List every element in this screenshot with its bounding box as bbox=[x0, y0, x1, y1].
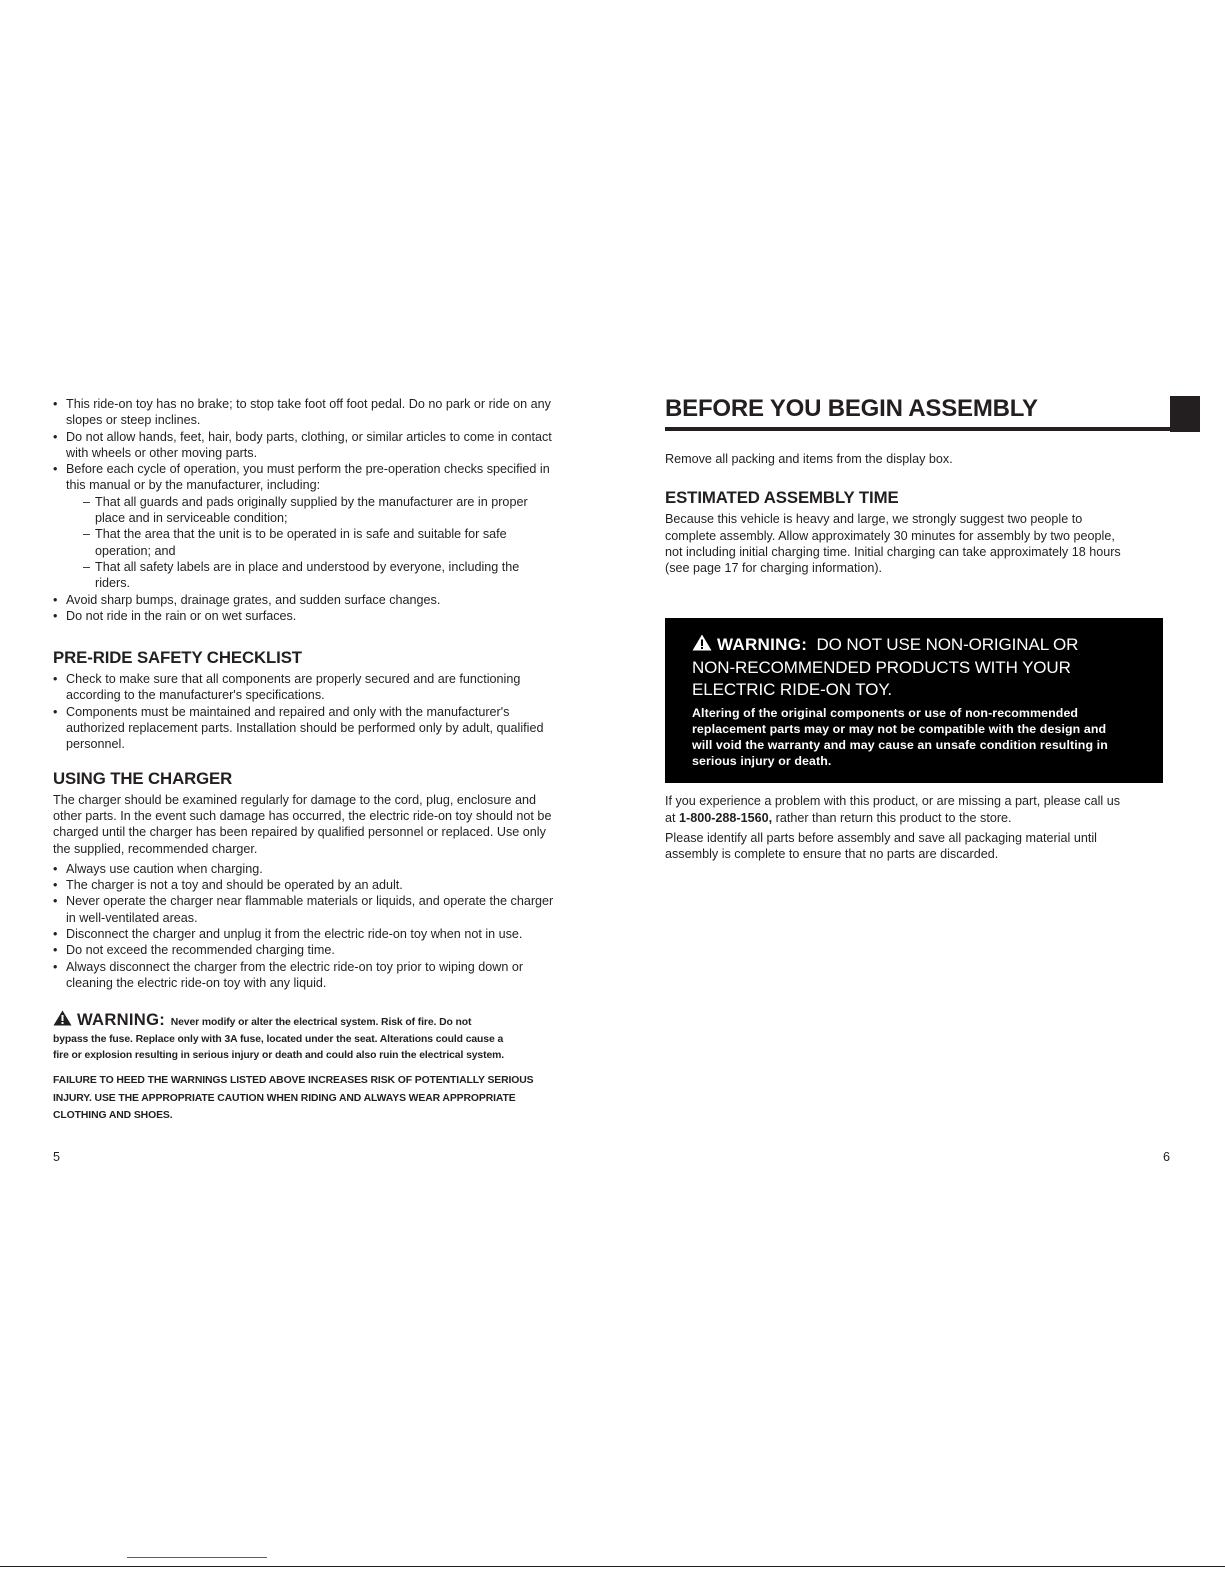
list-item: • Do not exceed the recommended charging time. bbox=[53, 942, 556, 958]
charger-intro: The charger should be examined regularly for damage to the cord, plug, enclosure and other parts. In the event such damage has occurred, the electric ride-on toy should not be charged until the charger has been repaired by qualified personnel or replaced. Use only the supplied, recommended charger. bbox=[53, 792, 552, 856]
list-item-text: Before each cycle of operation, you must perform the pre-operation checks specified in this manual or by the manufacturer, including: bbox=[66, 462, 550, 493]
warning-box-line: ELECTRIC RIDE-ON TOY. bbox=[692, 680, 893, 700]
page-title: BEFORE YOU BEGIN ASSEMBLY bbox=[665, 395, 1038, 422]
sub-list-item: – That all safety labels are in place and understood by everyone, including the riders. bbox=[66, 559, 556, 592]
list-item: • Disconnect the charger and unplug it from the electric ride-on toy when not in use. bbox=[53, 926, 556, 942]
contact-text bbox=[665, 793, 1169, 826]
warning-box-head-text: DO NOT USE NON-ORIGINAL OR bbox=[816, 635, 1079, 655]
warning-text: Never modify or alter the electrical system. Risk of fire. Do not bbox=[170, 1017, 472, 1029]
text-fragment: at bbox=[665, 810, 680, 825]
warning-box-body-line: serious injury or death. bbox=[692, 754, 832, 769]
list-item: • Components must be maintained and repaired and only with the manufacturer's authorized replacement parts. Installation should be performed only by adult, qualified personnel. bbox=[53, 704, 556, 753]
warning-box-label: WARNING: bbox=[717, 635, 808, 655]
text-line: not including initial charging time. Initial charging can take approximately 18 hours bbox=[665, 544, 1121, 559]
warning-triangle-icon bbox=[53, 1010, 72, 1026]
warning-box-heading bbox=[692, 634, 1133, 702]
products-warning-box bbox=[665, 618, 1163, 783]
warning-triangle-icon bbox=[692, 634, 712, 651]
list-item: • Always disconnect the charger from the electric ride-on toy prior to wiping down or cleaning the electric ride-on toy with any liquid. bbox=[53, 959, 556, 992]
list-item: • Do not ride in the rain or on wet surfaces. bbox=[53, 608, 556, 624]
warning-box-body-line: replacement parts may or may not be compatible with the design and bbox=[692, 722, 1107, 737]
warning-box-line bbox=[692, 635, 1078, 654]
section-tab-marker bbox=[1170, 396, 1200, 432]
intro-text: Remove all packing and items from the display box. bbox=[665, 452, 953, 466]
identify-parts-text bbox=[665, 830, 1169, 863]
failure-line: CLOTHING AND SHOES. bbox=[53, 1110, 173, 1122]
pre-operation-checks-list bbox=[66, 494, 556, 592]
text-line: Because this vehicle is heavy and large, we strongly suggest two people to bbox=[665, 512, 1083, 527]
warning-line bbox=[53, 1010, 556, 1032]
checklist-list bbox=[53, 671, 556, 752]
failure-notice bbox=[53, 1072, 556, 1125]
link-underline bbox=[127, 1557, 267, 1558]
page-number-right: 6 bbox=[1163, 1150, 1171, 1164]
text-line: (see page 17 for charging information). bbox=[665, 561, 883, 576]
warning-line: bypass the fuse. Replace only with 3A fuse, located under the seat. Alterations could cause a bbox=[53, 1033, 504, 1045]
warning-box-line: NON-RECOMMENDED PRODUCTS WITH YOUR bbox=[692, 657, 1071, 677]
bottom-rule bbox=[0, 1566, 1225, 1567]
safety-bullets bbox=[53, 396, 556, 624]
text-line: If you experience a problem with this product, or are missing a part, please call us bbox=[665, 794, 1120, 809]
failure-line: INJURY. USE THE APPROPRIATE CAUTION WHEN RIDING AND ALWAYS WEAR APPROPRIATE bbox=[53, 1092, 516, 1104]
list-item: • Never operate the charger near flammable materials or liquids, and operate the charger in well-ventilated areas. bbox=[53, 893, 556, 926]
list-item: • Check to make sure that all components are properly secured and are functioning according to the manufacturer's specifications. bbox=[53, 671, 556, 704]
electrical-warning bbox=[53, 1010, 556, 1065]
text-fragment: rather than return this product to the store. bbox=[772, 810, 1012, 825]
title-row bbox=[665, 396, 1169, 436]
warning-line: fire or explosion resulting in serious injury or death and could also ruin the electrical system. bbox=[53, 1050, 505, 1062]
sub-list-item: – That all guards and pads originally supplied by the manufacturer are in proper place and in serviceable condition; bbox=[66, 494, 556, 527]
charger-heading: USING THE CHARGER bbox=[53, 768, 233, 788]
assembly-time-text bbox=[665, 511, 1169, 576]
list-item: • Avoid sharp bumps, drainage grates, and sudden surface changes. bbox=[53, 592, 556, 608]
list-item: • This ride-on toy has no brake; to stop take foot off foot pedal. Do no park or ride on any slopes or steep inclines. bbox=[53, 396, 556, 429]
failure-line: FAILURE TO HEED THE WARNINGS LISTED ABOVE INCREASES RISK OF POTENTIALLY SERIOUS bbox=[53, 1074, 534, 1086]
phone-number: 1-800-288-1560, bbox=[679, 810, 773, 825]
text-line: complete assembly. Allow approximately 30 minutes for assembly by two people, bbox=[665, 528, 1115, 543]
assembly-time-heading: ESTIMATED ASSEMBLY TIME bbox=[665, 488, 899, 508]
list-item: • Always use caution when charging. bbox=[53, 861, 556, 877]
warning-box-body-line: will void the warranty and may cause an unsafe condition resulting in bbox=[692, 738, 1108, 753]
charger-list bbox=[53, 861, 556, 991]
warning-label: WARNING: bbox=[77, 1010, 166, 1030]
text-line: Please identify all parts before assembly and save all packaging material until bbox=[665, 831, 1097, 846]
right-page bbox=[665, 396, 1169, 863]
sub-list-item: – That the area that the unit is to be operated in is safe and suitable for safe operation; and bbox=[66, 526, 556, 559]
warning-box-body bbox=[692, 705, 1133, 769]
text-line: assembly is complete to ensure that no parts are discarded. bbox=[665, 847, 999, 862]
title-rule bbox=[665, 427, 1195, 431]
page-number-left: 5 bbox=[53, 1150, 61, 1164]
list-item bbox=[53, 461, 556, 591]
checklist-heading: PRE-RIDE SAFETY CHECKLIST bbox=[53, 648, 302, 668]
list-item: • Do not allow hands, feet, hair, body parts, clothing, or similar articles to come in contact with wheels or other moving parts. bbox=[53, 429, 556, 462]
list-item: • The charger is not a toy and should be operated by an adult. bbox=[53, 877, 556, 893]
left-page bbox=[53, 396, 556, 1125]
warning-box-body-line: Altering of the original components or use of non-recommended bbox=[692, 705, 1079, 720]
